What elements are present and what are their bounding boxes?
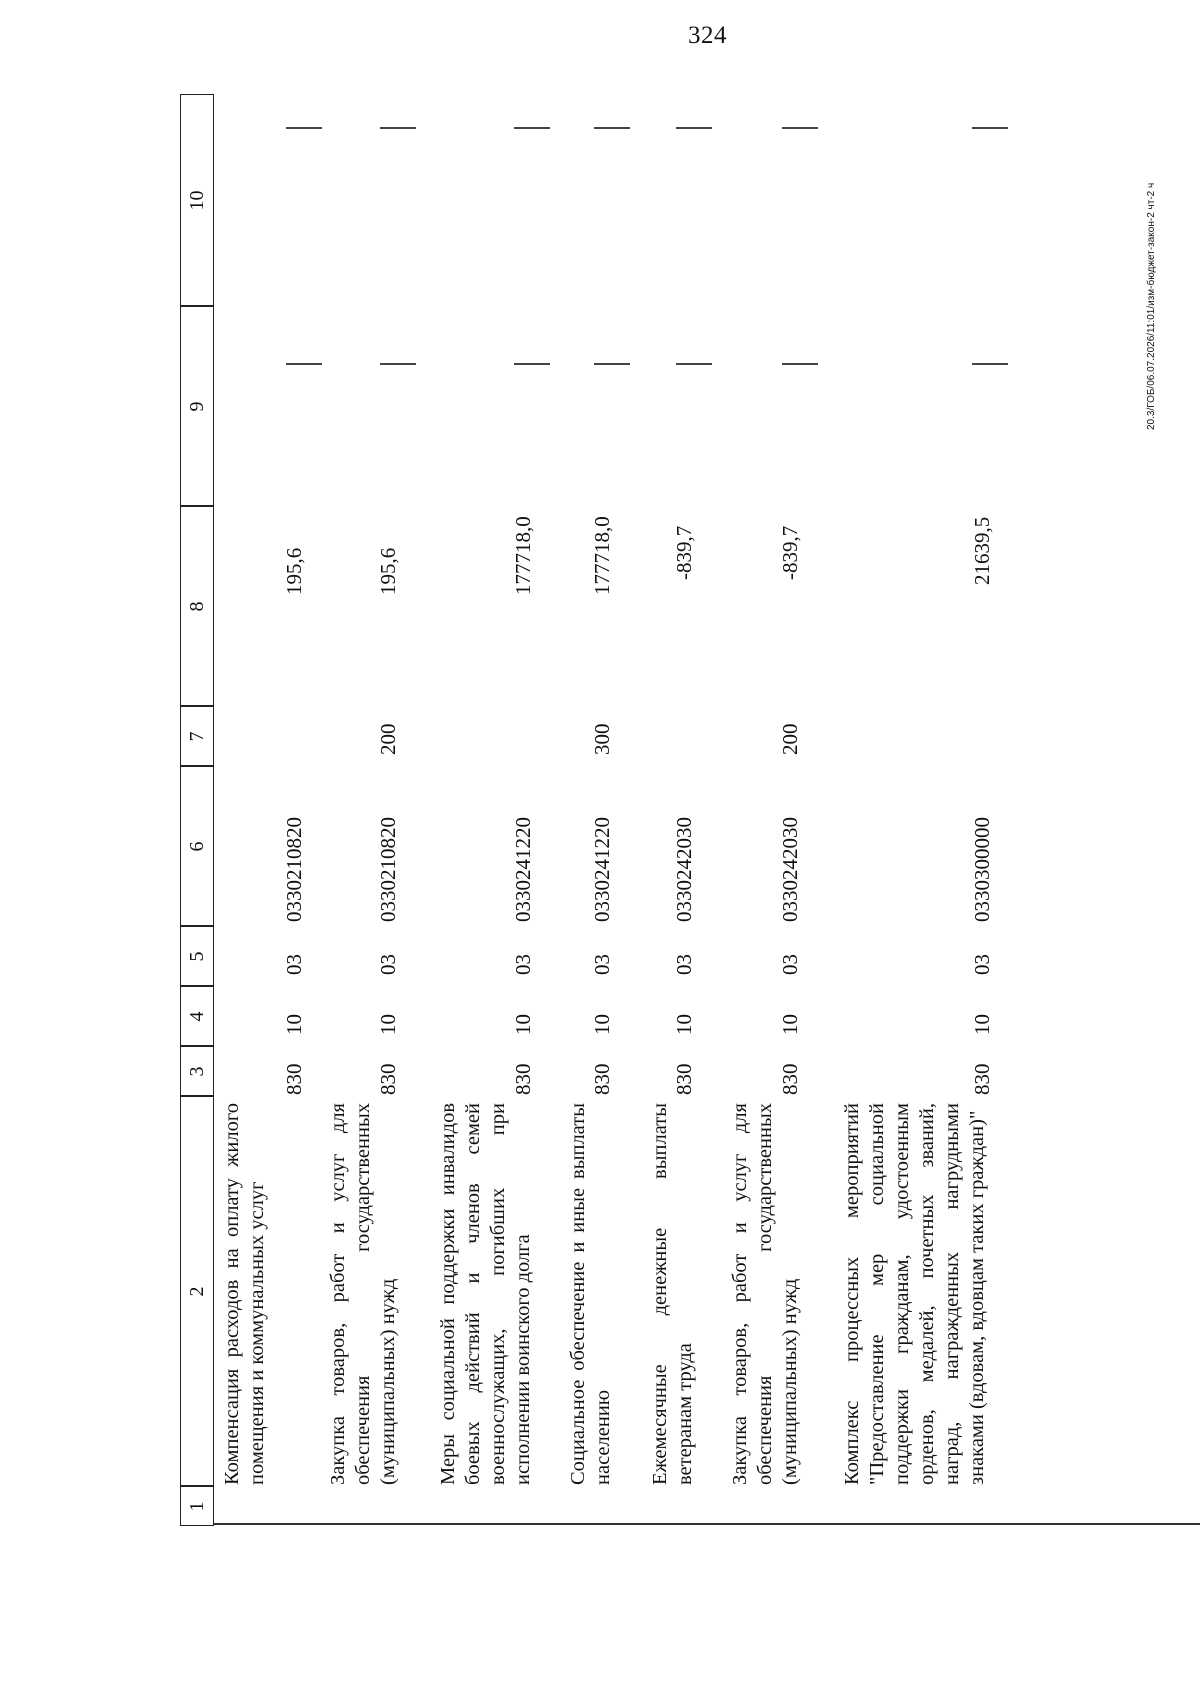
page-number: 324 [688, 22, 727, 49]
cell-admin: 830 [970, 1063, 994, 1095]
cell-col10-dash [972, 127, 1008, 129]
cell-col10-dash [782, 127, 818, 129]
document-code-text: 20.3/ГОБ/06.07.2026/11:01/изм-бюджет-закон-2 чт-2 ч [1146, 182, 1157, 430]
cell-amount: 21639,5 [970, 516, 994, 585]
cell-col9-dash [972, 363, 1008, 365]
header-col-10: 10 [180, 95, 214, 307]
cell-admin: 830 [590, 1063, 614, 1095]
cell-amount: 177718,0 [590, 516, 614, 595]
header-col-1: 1 [180, 1487, 214, 1527]
cell-section: 10 [970, 1014, 994, 1035]
cell-subsection: 03 [970, 954, 994, 975]
cell-section: 10 [282, 1014, 306, 1035]
cell-admin: 830 [511, 1063, 535, 1095]
header-col-7: 7 [180, 707, 214, 767]
table-row [326, 95, 406, 1525]
cell-admin: 830 [282, 1063, 306, 1095]
cell-col10-dash [676, 127, 712, 129]
cell-subsection: 03 [590, 954, 614, 975]
cell-subsection: 03 [282, 954, 306, 975]
row-name: Закупка товаров, работ и услуг для обеспечения государственных (муниципальных) нужд [327, 1103, 399, 1485]
row-name: Меры социальной поддержки инвалидов боевых действий и членов семей военнослужащих, погибших при исполнении воинского долга [437, 1103, 534, 1485]
row-name: Ежемесячные денежные выплаты ветеранам труда [649, 1103, 696, 1485]
cell-amount: -839,7 [778, 525, 802, 580]
table-row [220, 95, 310, 1525]
budget-table [180, 95, 1200, 1525]
cell-amount: -839,7 [672, 525, 696, 580]
row-name: Социальное обеспечение и иные выплаты населению [567, 1103, 614, 1485]
cell-target: 0330241220 [590, 817, 614, 922]
header-col-4: 4 [180, 987, 214, 1047]
cell-amount: 177718,0 [511, 516, 535, 595]
row-name: Закупка товаров, работ и услуг для обеспечения государственных (муниципальных) нужд [729, 1103, 801, 1485]
table-row [436, 95, 541, 1525]
cell-col9-dash [676, 363, 712, 365]
cell-col10-dash [380, 127, 416, 129]
cell-col9-dash [782, 363, 818, 365]
cell-col9-dash [594, 363, 630, 365]
header-col-8: 8 [180, 507, 214, 707]
cell-amount: 195,6 [282, 547, 306, 595]
cell-amount: 195,6 [376, 547, 400, 595]
cell-section: 10 [376, 1014, 400, 1035]
cell-expense-type: 200 [376, 723, 400, 755]
cell-expense-type: 200 [778, 723, 802, 755]
cell-target: 0330242030 [672, 817, 696, 922]
header-col-9: 9 [180, 307, 214, 507]
header-col-3: 3 [180, 1047, 214, 1097]
table-row [728, 95, 808, 1525]
cell-col9-dash [380, 363, 416, 365]
cell-expense-type: 300 [590, 723, 614, 755]
cell-col9-dash [514, 363, 550, 365]
cell-target: 0330210820 [376, 817, 400, 922]
cell-admin: 830 [672, 1063, 696, 1095]
cell-col10-dash [514, 127, 550, 129]
cell-target: 0330242030 [778, 817, 802, 922]
cell-section: 10 [778, 1014, 802, 1035]
cell-col10-dash [594, 127, 630, 129]
cell-admin: 830 [376, 1063, 400, 1095]
cell-subsection: 03 [672, 954, 696, 975]
row-name: Комплекс процессных мероприятий "Предоставление мер социальной поддержки гражданам, удостоенным орденов, медалей, почетных званий, наград, награжденных нагрудными знаками (вдовам, вдовцам таких граждан)" [841, 1103, 988, 1485]
header-col-5: 5 [180, 927, 214, 987]
cell-subsection: 03 [511, 954, 535, 975]
table-row [566, 95, 621, 1525]
cell-col10-dash [286, 127, 322, 129]
table-row [840, 95, 1000, 1525]
cell-target: 0330210820 [282, 817, 306, 922]
cell-subsection: 03 [376, 954, 400, 975]
cell-target: 0330300000 [970, 817, 994, 922]
row-name: Компенсация расходов на оплату жилого помещения и коммунальных услуг [221, 1103, 268, 1485]
table-header-row [180, 95, 214, 1525]
cell-section: 10 [511, 1014, 535, 1035]
header-col-2: 2 [180, 1097, 214, 1487]
cell-target: 0330241220 [511, 817, 535, 922]
cell-section: 10 [672, 1014, 696, 1035]
cell-admin: 830 [778, 1063, 802, 1095]
table-row [648, 95, 703, 1525]
cell-section: 10 [590, 1014, 614, 1035]
cell-col9-dash [286, 363, 322, 365]
header-col-6: 6 [180, 767, 214, 927]
cell-subsection: 03 [778, 954, 802, 975]
